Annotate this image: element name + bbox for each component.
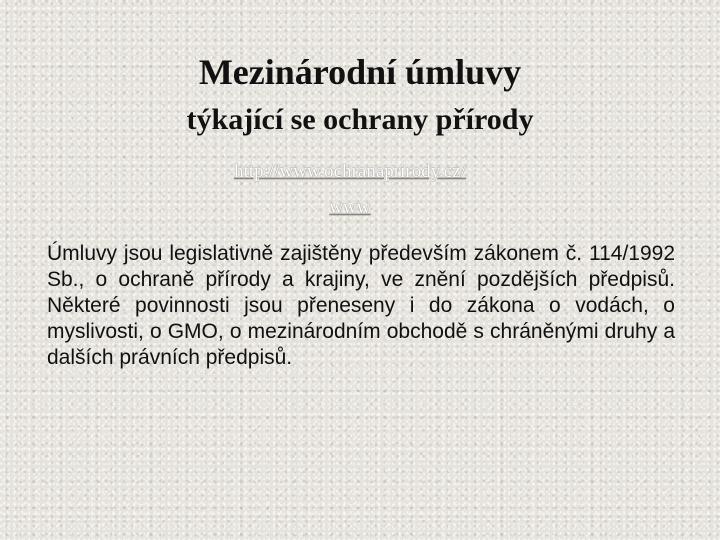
page-subtitle: týkající se ochrany přírody <box>186 103 534 136</box>
body-paragraph: Úmluvy jsou legislativně zajištěny především zákonem č. 114/1992 Sb., o ochraně přírody a krajiny, ve znění pozdějších předpisů. Některé povinnosti jsou přeneseny i do zákona o vodách, o myslivosti, o GMO, o mezinárodním obchodě s chráněnými druhy a dalších právních předpisů. <box>47 242 675 369</box>
website-link[interactable]: http://www.ochranaprirody.cz/ <box>234 161 466 182</box>
www-link[interactable]: www <box>329 197 371 218</box>
page-title: Mezinárodní úmluvy <box>198 52 522 92</box>
